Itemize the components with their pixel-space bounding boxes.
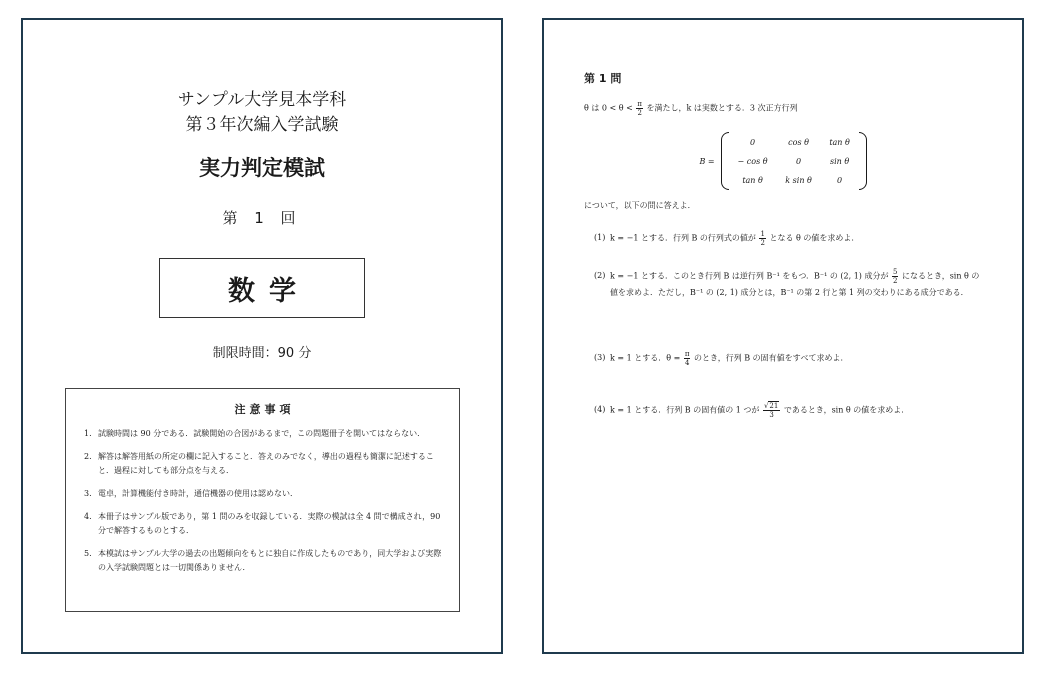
fraction-denominator: 2 bbox=[760, 239, 765, 247]
text-part: k = −1 とする．行列 B の行列式の値が bbox=[610, 233, 759, 243]
fraction bbox=[684, 350, 691, 367]
problem-page bbox=[542, 18, 1024, 654]
fraction-denominator: 3 bbox=[769, 411, 774, 419]
matrix-b bbox=[721, 132, 867, 190]
note-text: 本冊子はサンプル版であり，第 1 問のみを収録している．実際の模試は全 4 問で構成され，90 分で解答するものとする． bbox=[98, 512, 441, 535]
sub-question-text bbox=[610, 350, 986, 367]
cover-page bbox=[21, 18, 503, 654]
matrix-cell: k sin θ bbox=[785, 175, 812, 185]
note-number: 5. bbox=[84, 549, 92, 558]
subject-label: 数学 bbox=[228, 275, 310, 307]
matrix-cell: 0 bbox=[837, 175, 843, 185]
sub-question-2 bbox=[594, 268, 986, 300]
cover-header bbox=[23, 88, 501, 138]
fraction bbox=[892, 268, 898, 285]
problem-intro bbox=[584, 100, 992, 117]
fraction bbox=[759, 230, 765, 247]
text-part: になるとき，sin θ の値を求めよ．ただし，B⁻¹ の (2, 1) 成分とは，B⁻¹ の第 2 行と第 1 列の交わりにある成分である． bbox=[610, 271, 980, 297]
fraction-numerator: π bbox=[637, 100, 642, 108]
sqrt-icon: √ bbox=[763, 402, 769, 410]
intro-text-b: を満たし，k は実数とする．3 次正方行列 bbox=[644, 103, 798, 113]
note-text: 試験時間は 90 分である．試験開始の合図があるまで，この問題冊子を開いてはならない． bbox=[98, 429, 426, 438]
note-number: 3. bbox=[84, 489, 92, 498]
notes-box bbox=[65, 388, 460, 612]
matrix-cell: cos θ bbox=[788, 137, 809, 147]
matrix-equation bbox=[544, 132, 1022, 190]
text-part: であるとき，sin θ の値を求めよ． bbox=[781, 405, 910, 415]
intro-text-a: θ は 0 < θ < bbox=[584, 103, 636, 113]
matrix-cell: 0 bbox=[750, 137, 756, 147]
matrix-grid bbox=[729, 133, 859, 190]
note-item bbox=[84, 427, 445, 441]
note-text: 本模試はサンプル大学の過去の出題傾向をもとに独自に作成したものであり，同大学および実際の入学試験問題とは一切関係ありません． bbox=[98, 549, 442, 572]
note-text: 電卓，計算機能付き時計，通信機器の使用は認めない． bbox=[98, 489, 298, 498]
sub-question-1 bbox=[594, 230, 986, 247]
fraction-numerator: 1 bbox=[760, 230, 765, 238]
fraction-numerator bbox=[763, 402, 780, 411]
note-number: 1. bbox=[84, 429, 92, 438]
fraction bbox=[636, 100, 643, 117]
matrix-cell: 0 bbox=[796, 156, 802, 166]
fraction-denominator: 4 bbox=[684, 359, 690, 367]
sub-question-label: (1) bbox=[594, 233, 606, 242]
subject-box bbox=[159, 258, 365, 318]
matrix-cell: sin θ bbox=[829, 156, 850, 166]
fraction-denominator: 2 bbox=[893, 277, 898, 285]
note-item bbox=[84, 547, 445, 575]
sub-question-4 bbox=[594, 402, 986, 419]
note-number: 4. bbox=[84, 512, 92, 521]
problem-instruction: について，以下の問に答えよ． bbox=[584, 201, 696, 210]
matrix-lhs: B = bbox=[699, 156, 715, 166]
text-part: となる θ の値を求めよ． bbox=[766, 233, 860, 243]
text-part: のとき，行列 B の固有値をすべて求めよ． bbox=[691, 353, 849, 363]
cover-title: 実力判定模試 bbox=[199, 156, 325, 180]
matrix-cell: tan θ bbox=[742, 175, 763, 185]
note-item bbox=[84, 487, 445, 501]
matrix-cell: − cos θ bbox=[737, 156, 768, 166]
sub-question-label: (3) bbox=[594, 353, 606, 362]
sub-question-label: (4) bbox=[594, 405, 606, 414]
fraction-numerator: π bbox=[684, 350, 690, 358]
notes-title: 注意事項 bbox=[234, 403, 295, 416]
note-text: 解答は解答用紙の所定の欄に記入すること．答えのみでなく，導出の過程も簡潔に記述すること．過程に対しても部分点を与える． bbox=[98, 452, 434, 475]
note-number: 2. bbox=[84, 452, 92, 461]
note-item bbox=[84, 450, 445, 478]
text-part: k = 1 とする．行列 B の固有値の 1 つが bbox=[610, 405, 762, 415]
notes-list bbox=[84, 427, 445, 575]
sub-question-text bbox=[610, 268, 986, 300]
note-item bbox=[84, 510, 445, 538]
text-part: k = −1 とする．このとき行列 B は逆行列 B⁻¹ をもつ．B⁻¹ の (2, 1) 成分が bbox=[610, 271, 891, 281]
university-name: サンプル大学見本学科 bbox=[177, 90, 347, 110]
time-limit: 制限時間：90 分 bbox=[212, 346, 312, 361]
sub-question-text bbox=[610, 230, 986, 247]
sub-question-label: (2) bbox=[594, 271, 606, 280]
fraction bbox=[763, 402, 780, 419]
text-part: k = 1 とする．θ = bbox=[610, 353, 683, 363]
sub-question-3 bbox=[594, 350, 986, 367]
fraction-numerator: 5 bbox=[893, 268, 898, 276]
right-paren bbox=[859, 132, 867, 190]
left-paren bbox=[721, 132, 729, 190]
problem-heading: 第 1 問 bbox=[584, 72, 622, 85]
exam-name: 第３年次編入学試験 bbox=[185, 115, 339, 135]
sub-question-text bbox=[610, 402, 986, 419]
round-number: 第 1 回 bbox=[222, 209, 302, 227]
matrix-cell: tan θ bbox=[829, 137, 850, 147]
fraction-denominator: 2 bbox=[637, 109, 642, 117]
sqrt-radicand: 21 bbox=[769, 402, 779, 410]
